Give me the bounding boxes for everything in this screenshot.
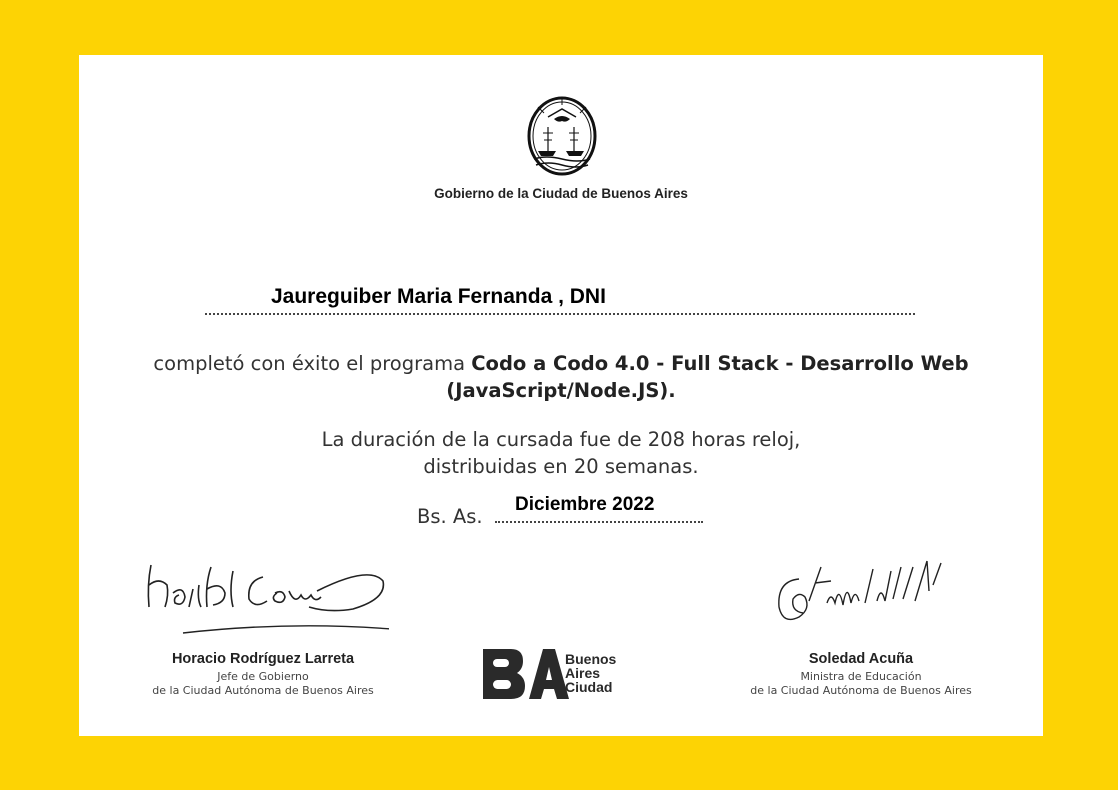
signatory-right bbox=[701, 651, 1021, 698]
ba-logo-line-3: Ciudad bbox=[565, 679, 613, 695]
place-label: Bs. As. bbox=[417, 505, 483, 528]
program-intro: completó con éxito el programa bbox=[153, 352, 472, 375]
signatory-role: Jefe de Gobierno bbox=[217, 670, 309, 683]
signature-icon bbox=[139, 555, 389, 645]
ba-logo-icon bbox=[483, 649, 573, 699]
signatory-name: Soledad Acuña bbox=[808, 651, 914, 667]
signatory-left bbox=[103, 651, 423, 698]
date-dotted-line bbox=[495, 521, 703, 523]
duration-statement bbox=[79, 426, 1043, 480]
issue-date: Diciembre 2022 bbox=[515, 494, 655, 515]
signatory-jurisdiction: de la Ciudad Autónoma de Buenos Aires bbox=[750, 684, 972, 697]
program-statement bbox=[79, 350, 1043, 404]
program-name: Codo a Codo 4.0 - Full Stack - Desarrollo Web bbox=[471, 352, 969, 375]
program-tech: (JavaScript/Node.JS). bbox=[446, 379, 676, 402]
recipient-name: Jaureguiber Maria Fernanda , DNI bbox=[271, 285, 606, 308]
signatory-jurisdiction: de la Ciudad Autónoma de Buenos Aires bbox=[152, 684, 374, 697]
duration-line-1: La duración de la cursada fue de 208 horas reloj, bbox=[321, 428, 801, 451]
certificate-sheet bbox=[79, 55, 1043, 736]
city-seal-icon bbox=[526, 95, 598, 177]
ba-logo-line-2: Aires bbox=[565, 665, 601, 681]
signatory-role: Ministra de Educación bbox=[800, 670, 922, 683]
ba-logo-line-1: Buenos bbox=[565, 651, 617, 667]
duration-line-2: distribuidas en 20 semanas. bbox=[423, 455, 699, 478]
ba-logo-text bbox=[565, 652, 616, 694]
signature-icon bbox=[769, 555, 959, 645]
name-dotted-line bbox=[205, 313, 915, 315]
signatory-name: Horacio Rodríguez Larreta bbox=[171, 651, 355, 667]
government-name: Gobierno de la Ciudad de Buenos Aires bbox=[434, 186, 688, 201]
